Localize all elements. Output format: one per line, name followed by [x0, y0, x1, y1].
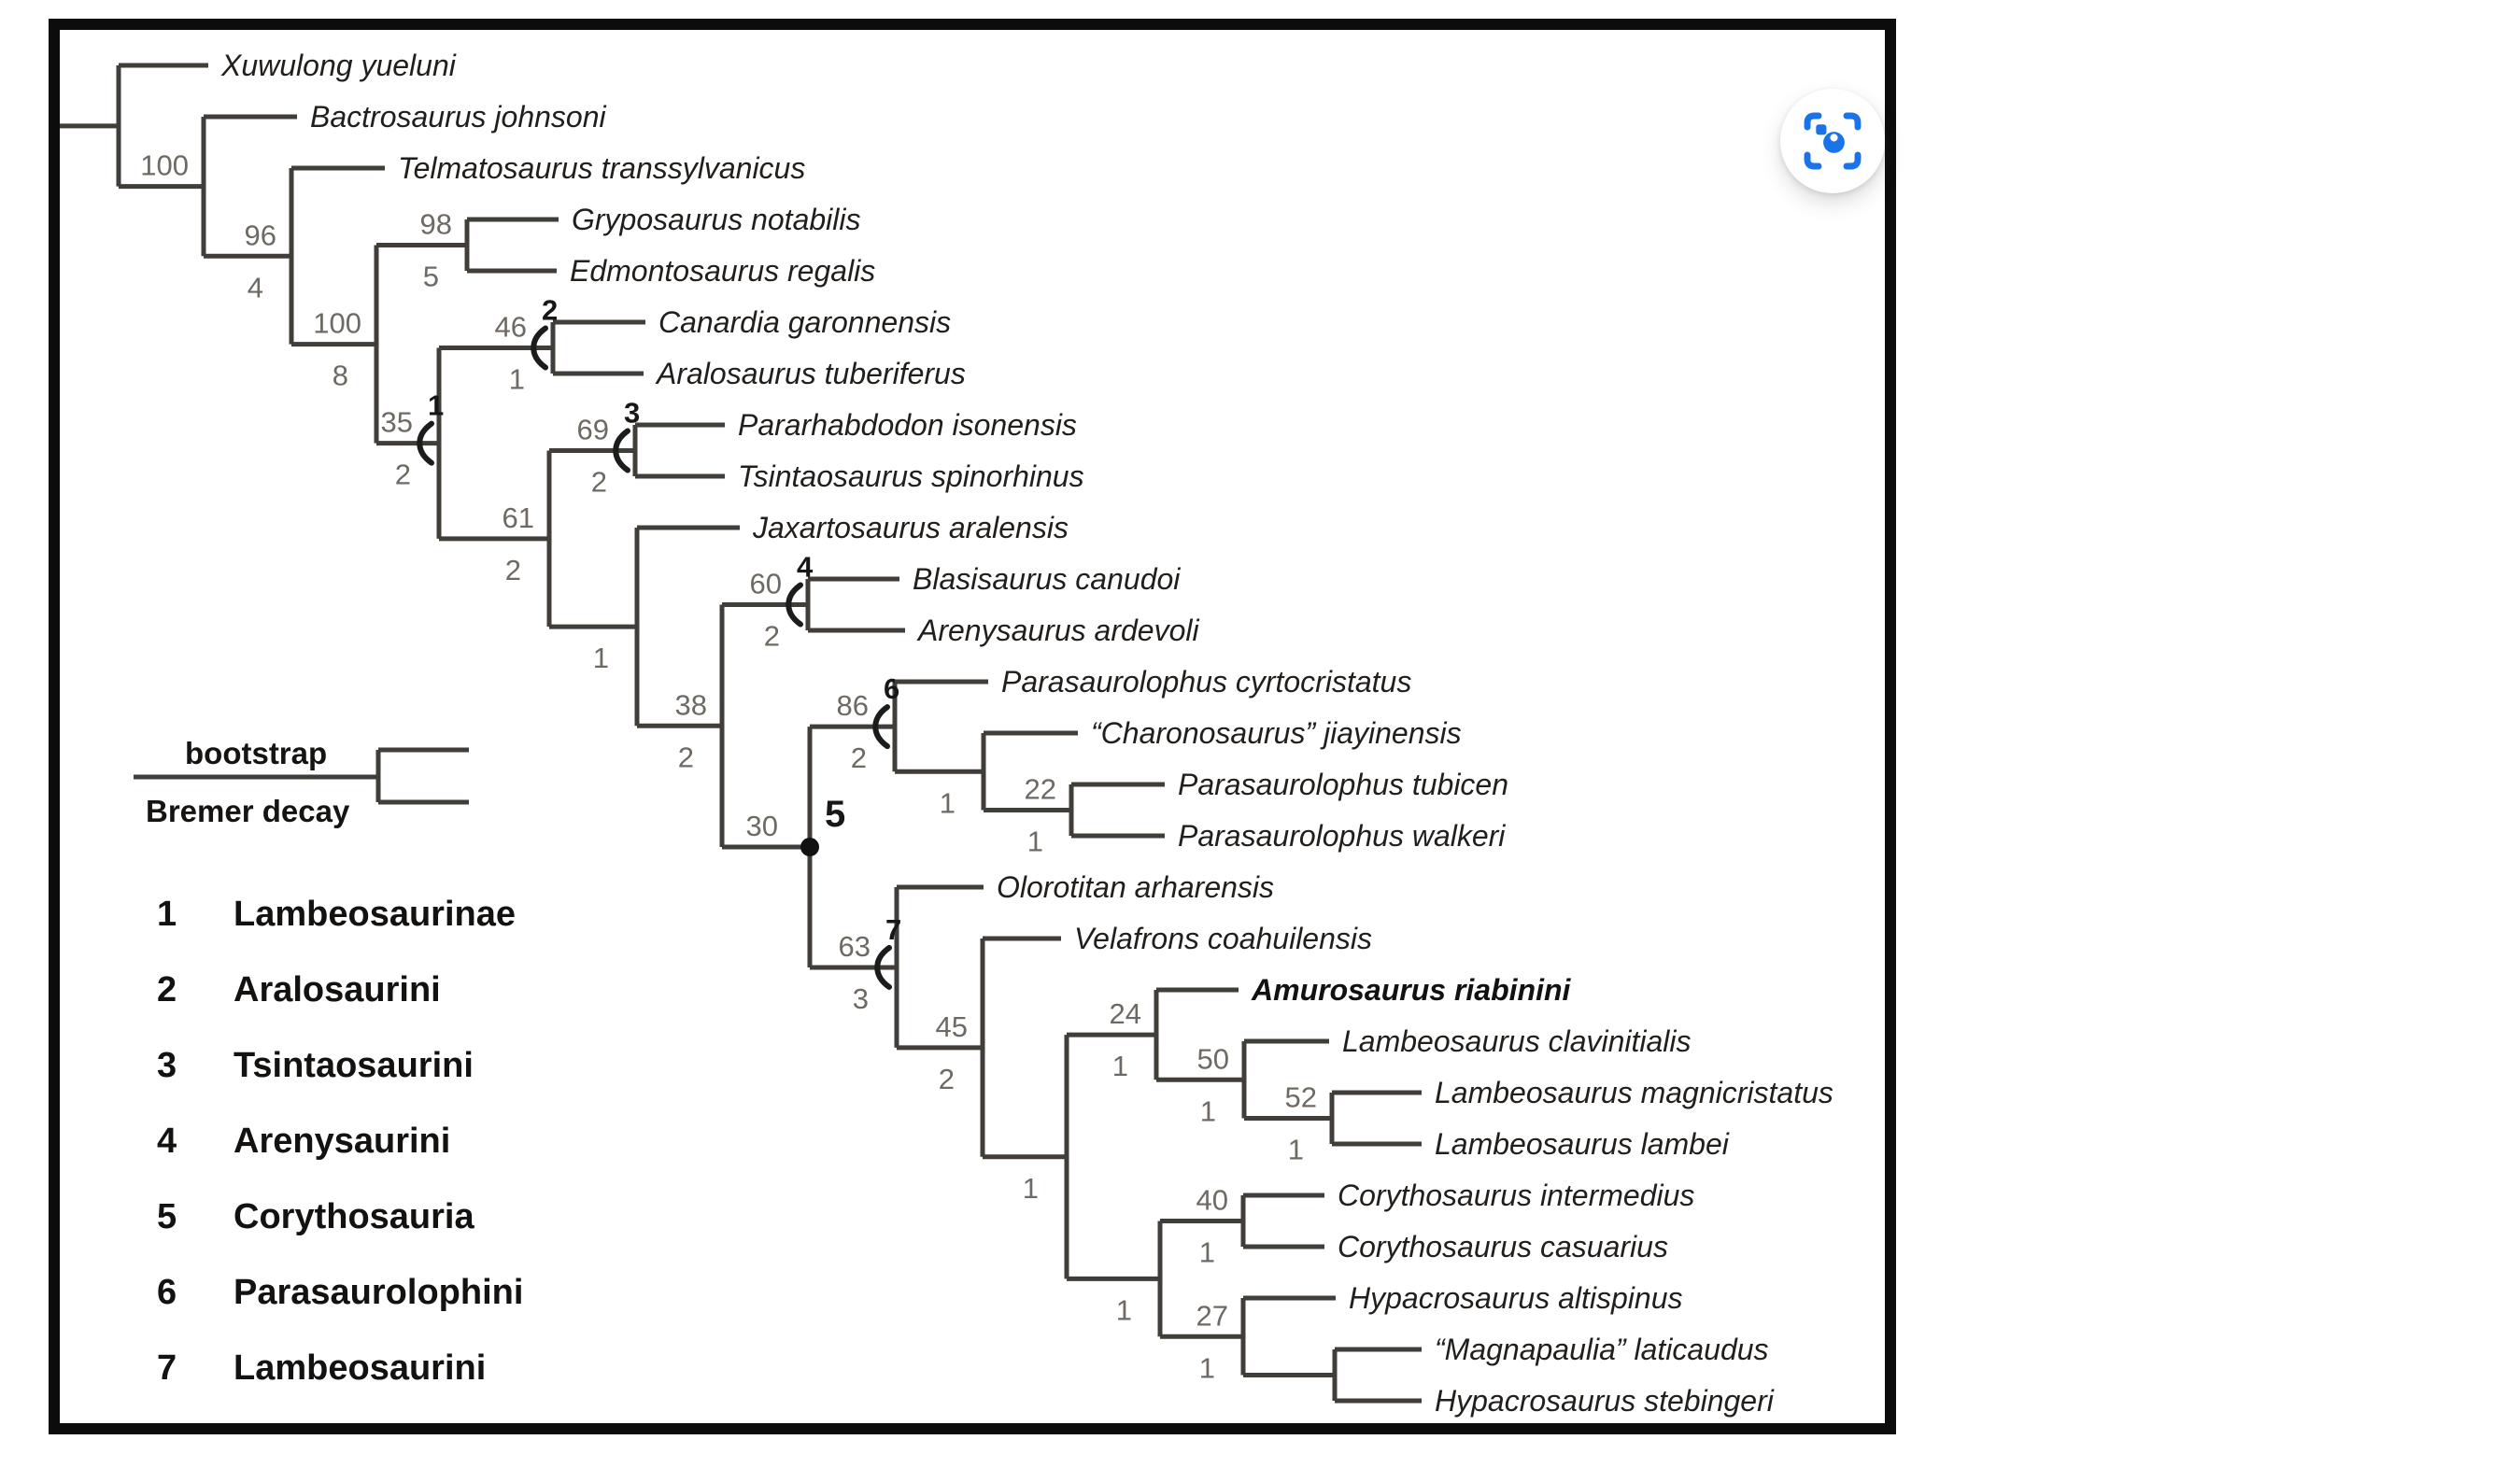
- taxon-label: Olorotitan arharensis: [997, 870, 1275, 904]
- clade-legend-number: 7: [157, 1348, 177, 1388]
- bootstrap-value: 100: [313, 306, 361, 340]
- clade-legend-item: [157, 1273, 523, 1313]
- taxon-label: Gryposaurus notabilis: [572, 203, 861, 236]
- clade-legend-number: 4: [157, 1122, 177, 1161]
- bootstrap-value: 24: [1109, 997, 1141, 1031]
- bremer-decay-value: 1: [1198, 1235, 1215, 1269]
- taxon-label: Hypacrosaurus altispinus: [1349, 1281, 1683, 1315]
- bremer-decay-value: 2: [938, 1062, 955, 1095]
- taxon-label: Aralosaurus tuberiferus: [657, 357, 966, 390]
- bootstrap-value: 63: [838, 929, 871, 963]
- bremer-decay-value: 1: [1199, 1094, 1216, 1128]
- bremer-decay-value: 1: [1198, 1351, 1215, 1385]
- scale-legend-bootstrap-label: bootstrap: [185, 736, 328, 770]
- clade-legend-number: 3: [157, 1046, 177, 1085]
- taxon-label: Lambeosaurus clavinitialis: [1342, 1024, 1692, 1058]
- bremer-decay-value: 1: [508, 362, 525, 396]
- bremer-decay-value: 1: [1026, 825, 1043, 858]
- clade-legend-number: 5: [157, 1197, 177, 1236]
- clade-legend-item: [157, 1197, 474, 1237]
- bootstrap-value: 96: [244, 219, 276, 252]
- google-lens-button[interactable]: [1780, 89, 1885, 193]
- taxon-label: Hypacrosaurus stebingeri: [1435, 1384, 1774, 1418]
- bootstrap-value: 40: [1196, 1183, 1228, 1217]
- clade-legend-item: [157, 970, 441, 1010]
- taxon-label: “Charonosaurus” jiayinensis: [1091, 716, 1462, 750]
- bremer-decay-value: 1: [1115, 1293, 1132, 1327]
- bootstrap-value: 46: [494, 310, 527, 344]
- bremer-decay-value: 2: [850, 741, 867, 775]
- clade-number: 4: [797, 550, 814, 584]
- bootstrap-value: 100: [140, 148, 189, 182]
- bremer-decay-value: 2: [394, 458, 411, 491]
- bremer-decay-value: 2: [590, 465, 607, 499]
- clade-legend-name: Tsintaosaurini: [234, 1046, 474, 1085]
- bootstrap-value: 30: [745, 810, 778, 843]
- bootstrap-value: 61: [502, 501, 534, 534]
- clade-number: 5: [825, 794, 846, 836]
- bootstrap-value: 45: [935, 1009, 968, 1043]
- taxon-label: Canardia garonnensis: [658, 305, 952, 339]
- taxon-label: Corythosaurus intermedius: [1338, 1179, 1695, 1212]
- taxon-label: Blasisaurus canudoi: [913, 562, 1181, 596]
- clade-legend-name: Lambeosaurini: [234, 1348, 487, 1388]
- taxon-label: Bactrosaurus johnsoni: [310, 100, 606, 134]
- clade-legend-name: Parasaurolophini: [234, 1273, 524, 1312]
- clade-legend-number: 6: [157, 1273, 177, 1312]
- taxon-label: Lambeosaurus magnicristatus: [1435, 1076, 1833, 1109]
- taxon-label: Pararhabdodon isonensis: [738, 408, 1077, 442]
- bootstrap-value: 98: [419, 207, 452, 241]
- clade-legend-name: Lambeosaurinae: [234, 895, 516, 934]
- taxon-label: Xuwulong yueluni: [221, 49, 456, 82]
- bremer-decay-value: 3: [852, 981, 869, 1015]
- clade-number: 1: [428, 388, 445, 422]
- bremer-decay-value: 1: [1111, 1050, 1128, 1083]
- clade-legend-number: 2: [157, 970, 177, 1009]
- bremer-decay-value: 1: [592, 642, 609, 675]
- clade-legend-item: [157, 1046, 474, 1086]
- bootstrap-value: 27: [1196, 1299, 1228, 1333]
- bremer-decay-value: 2: [504, 553, 521, 586]
- bootstrap-value: 38: [674, 688, 707, 722]
- clade-legend-item: [157, 895, 516, 935]
- clade-legend-item: [157, 1122, 450, 1162]
- bootstrap-value: 86: [836, 689, 869, 723]
- clade-legend-name: Arenysaurini: [234, 1122, 451, 1161]
- clade-legend-name: Corythosauria: [234, 1197, 474, 1236]
- bootstrap-value: 52: [1284, 1080, 1317, 1114]
- clade-number: 2: [542, 293, 559, 327]
- taxon-label: Arenysaurus ardevoli: [918, 614, 1199, 647]
- taxon-label: Amurosaurus riabinini: [1252, 973, 1571, 1007]
- taxon-label: Edmontosaurus regalis: [570, 254, 876, 288]
- taxon-label: Corythosaurus casuarius: [1338, 1230, 1668, 1263]
- bootstrap-value: 60: [749, 567, 782, 600]
- clade-number: 3: [624, 396, 641, 430]
- taxon-label: Lambeosaurus lambei: [1435, 1127, 1729, 1161]
- bremer-decay-value: 1: [1022, 1171, 1039, 1205]
- clade-number: 7: [885, 912, 902, 946]
- bootstrap-value: 50: [1196, 1042, 1229, 1076]
- bremer-decay-value: 4: [247, 271, 263, 304]
- bremer-decay-value: 1: [1287, 1133, 1304, 1166]
- node-dot: [800, 838, 819, 856]
- scale-legend-bremer-label: Bremer decay: [146, 794, 350, 828]
- bremer-decay-value: 2: [677, 741, 694, 774]
- bootstrap-value: 22: [1024, 772, 1056, 806]
- clade-number: 6: [884, 672, 900, 706]
- taxon-label: Parasaurolophus tubicen: [1178, 768, 1509, 801]
- taxon-label: Velafrons coahuilensis: [1074, 922, 1372, 955]
- taxon-label: Telmatosaurus transsylvanicus: [398, 151, 806, 185]
- bootstrap-value: 69: [576, 413, 609, 446]
- bremer-decay-value: 1: [939, 786, 956, 820]
- bremer-decay-value: 2: [763, 619, 780, 653]
- taxon-label: “Magnapaulia” laticaudus: [1435, 1333, 1769, 1366]
- taxon-label: Jaxartosaurus aralensis: [753, 511, 1069, 544]
- clade-legend-name: Aralosaurini: [234, 970, 441, 1009]
- clade-legend-item: [157, 1348, 486, 1389]
- clade-legend-number: 1: [157, 895, 177, 934]
- taxon-label: Parasaurolophus walkeri: [1178, 819, 1506, 853]
- taxon-label: Parasaurolophus cyrtocristatus: [1001, 665, 1412, 699]
- bremer-decay-value: 5: [422, 260, 439, 293]
- bootstrap-value: 35: [380, 405, 413, 439]
- taxon-label: Tsintaosaurus spinorhinus: [738, 459, 1084, 493]
- google-lens-icon: [1799, 107, 1866, 175]
- bremer-decay-value: 8: [332, 359, 348, 392]
